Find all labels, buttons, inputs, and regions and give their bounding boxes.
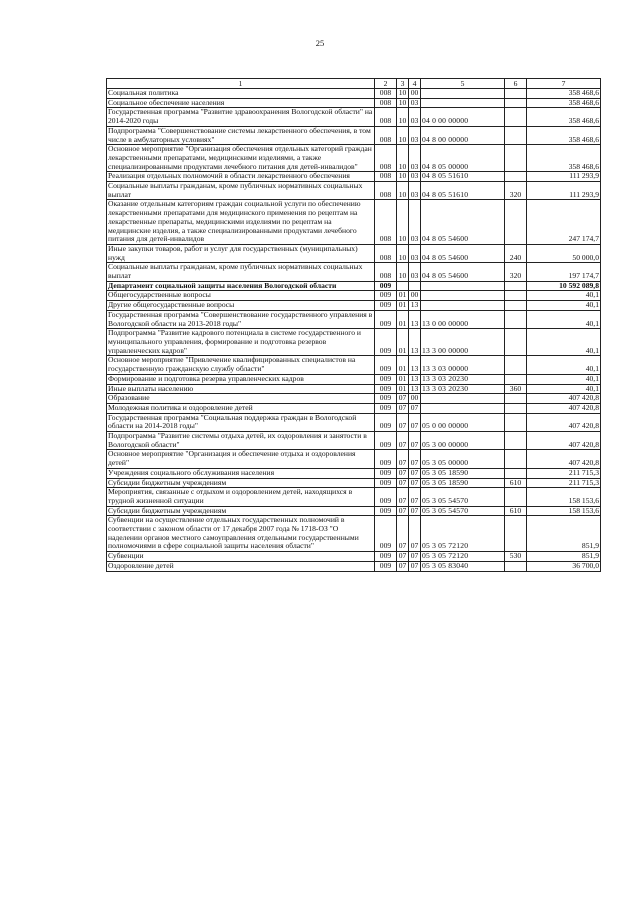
amount: 40,1 [527, 310, 601, 328]
row-name: Мероприятия, связанные с отдыхом и оздоровлением детей, находящихся в трудной жизненной ситуации [107, 488, 375, 506]
subsection-code: 07 [409, 450, 421, 468]
target-article-code: 04 8 05 54600 [421, 244, 505, 262]
target-article-code [421, 89, 505, 99]
target-article-code: 04 8 05 54600 [421, 263, 505, 281]
target-article-code: 05 3 00 00000 [421, 432, 505, 450]
table-row [107, 506, 601, 516]
amount: 358 468,6 [527, 108, 601, 126]
gov-code: 009 [375, 356, 397, 374]
row-name: Оказание отдельным категориям граждан социальной услуги по обеспечению лекарственными препаратами для медицинского применения по рецептам на лекарственные препараты, медицинскими изделиями по рецептам на медицинские изделия, а также специализированными продуктами лечебного питания для детей-инвалидов [107, 200, 375, 245]
row-name: Основное мероприятие "Привлечение квалифицированных специалистов на государственную гражданскую службу области" [107, 356, 375, 374]
target-article-code [421, 403, 505, 413]
gov-code: 008 [375, 172, 397, 182]
target-article-code: 05 3 05 18590 [421, 478, 505, 488]
target-article-code: 05 3 05 18590 [421, 468, 505, 478]
target-article-code: 04 8 05 54600 [421, 200, 505, 245]
gov-code: 009 [375, 291, 397, 301]
amount: 40,1 [527, 291, 601, 301]
expense-type-code [505, 145, 527, 172]
gov-code: 009 [375, 488, 397, 506]
amount: 197 174,7 [527, 263, 601, 281]
table-row [107, 244, 601, 262]
header-cell: 1 [107, 79, 375, 89]
subsection-code: 07 [409, 432, 421, 450]
section-code: 10 [397, 89, 409, 99]
table-row [107, 329, 601, 356]
target-article-code: 04 8 05 00000 [421, 145, 505, 172]
gov-code: 009 [375, 281, 397, 291]
amount: 40,1 [527, 356, 601, 374]
row-name: Основное мероприятие "Организация обеспечения отдельных категорий граждан лекарственными препаратами, медицинскими изделиями, а также специализированными продуктами лечебного питания для детей-инвалидов" [107, 145, 375, 172]
target-article-code: 05 3 05 83040 [421, 561, 505, 571]
expense-type-code: 240 [505, 244, 527, 262]
header-cell: 5 [421, 79, 505, 89]
header-cell: 7 [527, 79, 601, 89]
section-code: 07 [397, 413, 409, 431]
expense-type-code: 610 [505, 478, 527, 488]
expense-type-code [505, 281, 527, 291]
amount: 111 293,9 [527, 182, 601, 200]
gov-code: 009 [375, 394, 397, 404]
target-article-code: 05 3 05 72120 [421, 552, 505, 562]
amount: 10 592 089,8 [527, 281, 601, 291]
expense-type-code: 320 [505, 182, 527, 200]
gov-code: 009 [375, 552, 397, 562]
expense-type-code: 360 [505, 384, 527, 394]
amount: 407 420,8 [527, 394, 601, 404]
gov-code: 008 [375, 182, 397, 200]
expense-type-code [505, 561, 527, 571]
gov-code: 009 [375, 432, 397, 450]
target-article-code: 13 3 03 20230 [421, 384, 505, 394]
expense-type-code: 530 [505, 552, 527, 562]
table-row [107, 478, 601, 488]
target-article-code [421, 281, 505, 291]
gov-code: 008 [375, 126, 397, 144]
target-article-code [421, 98, 505, 108]
gov-code: 009 [375, 561, 397, 571]
amount: 111 293,9 [527, 172, 601, 182]
gov-code: 008 [375, 108, 397, 126]
row-name: Иные выплаты населению [107, 384, 375, 394]
amount: 358 468,6 [527, 145, 601, 172]
gov-code: 009 [375, 506, 397, 516]
target-article-code: 13 3 03 20230 [421, 374, 505, 384]
amount: 40,1 [527, 384, 601, 394]
expense-type-code [505, 450, 527, 468]
table-row [107, 432, 601, 450]
subsection-code: 00 [409, 89, 421, 99]
subsection-code: 07 [409, 552, 421, 562]
subsection-code: 07 [409, 506, 421, 516]
row-name: Государственная программа "Социальная поддержка граждан в Вологодской области на 2014-2018 годы" [107, 413, 375, 431]
gov-code: 008 [375, 145, 397, 172]
row-name: Подпрограмма "Развитие кадрового потенциала в системе государственного и муниципального управления, формирование и подготовка резервов управленческих кадров" [107, 329, 375, 356]
expense-type-code [505, 432, 527, 450]
header-cell: 4 [409, 79, 421, 89]
amount: 358 468,6 [527, 126, 601, 144]
subsection-code: 03 [409, 200, 421, 245]
subsection-code: 03 [409, 108, 421, 126]
subsection-code: 13 [409, 384, 421, 394]
budget-table [106, 78, 601, 572]
subsection-code: 13 [409, 301, 421, 311]
expense-type-code [505, 516, 527, 552]
row-name: Субвенции на осуществление отдельных государственных полномочий в соответствии с законом области от 17 декабря 2007 года № 1718-ОЗ "О наделении органов местного самоуправления отдельными государственными полномочиями в сфере социальной защиты населения области" [107, 516, 375, 552]
gov-code: 009 [375, 450, 397, 468]
subsection-code: 03 [409, 145, 421, 172]
amount: 36 700,0 [527, 561, 601, 571]
subsection-code: 07 [409, 488, 421, 506]
row-name: Государственная программа "Совершенствование государственного управления в Вологодской области на 2013-2018 годы" [107, 310, 375, 328]
table-row [107, 356, 601, 374]
section-code: 01 [397, 329, 409, 356]
row-name: Субсидии бюджетным учреждениям [107, 506, 375, 516]
expense-type-code [505, 89, 527, 99]
section-code: 07 [397, 506, 409, 516]
subsection-code [409, 281, 421, 291]
target-article-code [421, 301, 505, 311]
section-code [397, 281, 409, 291]
table-row [107, 384, 601, 394]
section-code: 07 [397, 432, 409, 450]
target-article-code [421, 291, 505, 301]
subsection-code: 07 [409, 413, 421, 431]
row-name: Социальное обеспечение населения [107, 98, 375, 108]
subsection-code: 03 [409, 126, 421, 144]
subsection-code: 07 [409, 403, 421, 413]
expense-type-code [505, 394, 527, 404]
subsection-code: 07 [409, 561, 421, 571]
row-name: Формирование и подготовка резерва управленческих кадров [107, 374, 375, 384]
gov-code: 009 [375, 516, 397, 552]
subsection-code: 07 [409, 468, 421, 478]
row-name: Подпрограмма "Совершенствование системы лекарственного обеспечения, в том числе в амбулаторных условиях" [107, 126, 375, 144]
expense-type-code [505, 329, 527, 356]
table-row [107, 291, 601, 301]
section-code: 10 [397, 263, 409, 281]
row-name: Департамент социальной защиты населения Вологодской области [107, 281, 375, 291]
table-row [107, 403, 601, 413]
target-article-code: 05 3 05 72120 [421, 516, 505, 552]
row-name: Иные закупки товаров, работ и услуг для государственных (муниципальных) нужд [107, 244, 375, 262]
section-code: 01 [397, 291, 409, 301]
amount: 211 715,3 [527, 478, 601, 488]
subsection-code: 03 [409, 244, 421, 262]
target-article-code: 05 3 05 54570 [421, 506, 505, 516]
target-article-code: 13 3 00 00000 [421, 329, 505, 356]
target-article-code: 05 0 00 00000 [421, 413, 505, 431]
subsection-code: 00 [409, 394, 421, 404]
target-article-code: 04 8 00 00000 [421, 126, 505, 144]
amount: 158 153,6 [527, 488, 601, 506]
row-name: Реализация отдельных полномочий в области лекарственного обеспечения [107, 172, 375, 182]
subsection-code: 07 [409, 516, 421, 552]
section-code: 01 [397, 384, 409, 394]
table-row [107, 108, 601, 126]
subsection-code: 03 [409, 172, 421, 182]
table-row [107, 468, 601, 478]
row-name: Оздоровление детей [107, 561, 375, 571]
subsection-code: 00 [409, 291, 421, 301]
expense-type-code [505, 108, 527, 126]
row-name: Социальная политика [107, 89, 375, 99]
target-article-code: 05 3 05 54570 [421, 488, 505, 506]
section-code: 01 [397, 301, 409, 311]
section-code: 07 [397, 561, 409, 571]
target-article-code: 13 3 03 00000 [421, 356, 505, 374]
table-row [107, 301, 601, 311]
gov-code: 009 [375, 374, 397, 384]
target-article-code: 04 8 05 51610 [421, 172, 505, 182]
subsection-code: 13 [409, 310, 421, 328]
subsection-code: 03 [409, 263, 421, 281]
gov-code: 008 [375, 263, 397, 281]
row-name: Общегосударственные вопросы [107, 291, 375, 301]
expense-type-code [505, 172, 527, 182]
row-name: Социальные выплаты гражданам, кроме публичных нормативных социальных выплат [107, 182, 375, 200]
amount: 407 420,8 [527, 413, 601, 431]
expense-type-code [505, 126, 527, 144]
table-row [107, 561, 601, 571]
expense-type-code [505, 403, 527, 413]
row-name: Учреждения социального обслуживания населения [107, 468, 375, 478]
expense-type-code [505, 468, 527, 478]
amount: 851,9 [527, 516, 601, 552]
section-code: 07 [397, 478, 409, 488]
amount: 40,1 [527, 301, 601, 311]
gov-code: 008 [375, 89, 397, 99]
expense-type-code [505, 200, 527, 245]
gov-code: 009 [375, 468, 397, 478]
gov-code: 009 [375, 384, 397, 394]
gov-code: 008 [375, 244, 397, 262]
table-row [107, 200, 601, 245]
table-row [107, 172, 601, 182]
section-code: 07 [397, 394, 409, 404]
expense-type-code [505, 374, 527, 384]
gov-code: 009 [375, 310, 397, 328]
gov-code: 009 [375, 478, 397, 488]
subsection-code: 03 [409, 98, 421, 108]
table-row [107, 182, 601, 200]
header-cell: 2 [375, 79, 397, 89]
section-code: 07 [397, 552, 409, 562]
table-header [107, 79, 601, 89]
expense-type-code [505, 310, 527, 328]
target-article-code [421, 394, 505, 404]
subsection-code: 13 [409, 356, 421, 374]
amount: 407 420,8 [527, 403, 601, 413]
table-row [107, 450, 601, 468]
gov-code: 009 [375, 329, 397, 356]
table-row [107, 552, 601, 562]
row-name: Другие общегосударственные вопросы [107, 301, 375, 311]
table-row [107, 98, 601, 108]
subsection-code: 07 [409, 478, 421, 488]
header-cell: 6 [505, 79, 527, 89]
section-code: 10 [397, 244, 409, 262]
table-row [107, 374, 601, 384]
table-body [107, 89, 601, 572]
table-row [107, 516, 601, 552]
expense-type-code: 320 [505, 263, 527, 281]
section-code: 10 [397, 98, 409, 108]
gov-code: 009 [375, 413, 397, 431]
expense-type-code [505, 356, 527, 374]
table-row [107, 263, 601, 281]
target-article-code: 05 3 05 00000 [421, 450, 505, 468]
table-row [107, 89, 601, 99]
table-row [107, 394, 601, 404]
section-code: 07 [397, 468, 409, 478]
gov-code: 009 [375, 403, 397, 413]
expense-type-code [505, 301, 527, 311]
page-number: 25 [315, 38, 325, 48]
gov-code: 008 [375, 200, 397, 245]
table-row [107, 310, 601, 328]
section-code: 10 [397, 145, 409, 172]
section-code: 01 [397, 310, 409, 328]
amount: 358 468,6 [527, 89, 601, 99]
table-row [107, 413, 601, 431]
gov-code: 008 [375, 98, 397, 108]
amount: 211 715,3 [527, 468, 601, 478]
table-row [107, 488, 601, 506]
expense-type-code [505, 291, 527, 301]
section-code: 10 [397, 126, 409, 144]
table-row [107, 281, 601, 291]
expense-type-code: 610 [505, 506, 527, 516]
subsection-code: 13 [409, 374, 421, 384]
amount: 158 153,6 [527, 506, 601, 516]
header-cell: 3 [397, 79, 409, 89]
target-article-code: 04 0 00 00000 [421, 108, 505, 126]
row-name: Подпрограмма "Развитие системы отдыха детей, их оздоровления и занятости в Вологодской области" [107, 432, 375, 450]
row-name: Социальные выплаты гражданам, кроме публичных нормативных социальных выплат [107, 263, 375, 281]
row-name: Образование [107, 394, 375, 404]
target-article-code: 13 0 00 00000 [421, 310, 505, 328]
amount: 247 174,7 [527, 200, 601, 245]
expense-type-code [505, 488, 527, 506]
section-code: 07 [397, 450, 409, 468]
row-name: Государственная программа "Развитие здравоохранения Вологодской области" на 2014-2020 годы [107, 108, 375, 126]
section-code: 07 [397, 516, 409, 552]
amount: 407 420,8 [527, 432, 601, 450]
expense-type-code [505, 413, 527, 431]
gov-code: 009 [375, 301, 397, 311]
amount: 407 420,8 [527, 450, 601, 468]
subsection-code: 03 [409, 182, 421, 200]
subsection-code: 13 [409, 329, 421, 356]
section-code: 10 [397, 200, 409, 245]
row-name: Субсидии бюджетным учреждениям [107, 478, 375, 488]
table-row [107, 145, 601, 172]
amount: 40,1 [527, 329, 601, 356]
section-code: 01 [397, 374, 409, 384]
expense-type-code [505, 98, 527, 108]
amount: 358 468,6 [527, 98, 601, 108]
section-code: 01 [397, 356, 409, 374]
target-article-code: 04 8 05 51610 [421, 182, 505, 200]
row-name: Субвенции [107, 552, 375, 562]
amount: 40,1 [527, 374, 601, 384]
section-code: 07 [397, 403, 409, 413]
amount: 50 000,0 [527, 244, 601, 262]
section-code: 10 [397, 172, 409, 182]
row-name: Основное мероприятие "Организация и обеспечение отдыха и оздоровления детей" [107, 450, 375, 468]
section-code: 07 [397, 488, 409, 506]
section-code: 10 [397, 108, 409, 126]
row-name: Молодежная политика и оздоровление детей [107, 403, 375, 413]
table-row [107, 126, 601, 144]
section-code: 10 [397, 182, 409, 200]
amount: 851,9 [527, 552, 601, 562]
